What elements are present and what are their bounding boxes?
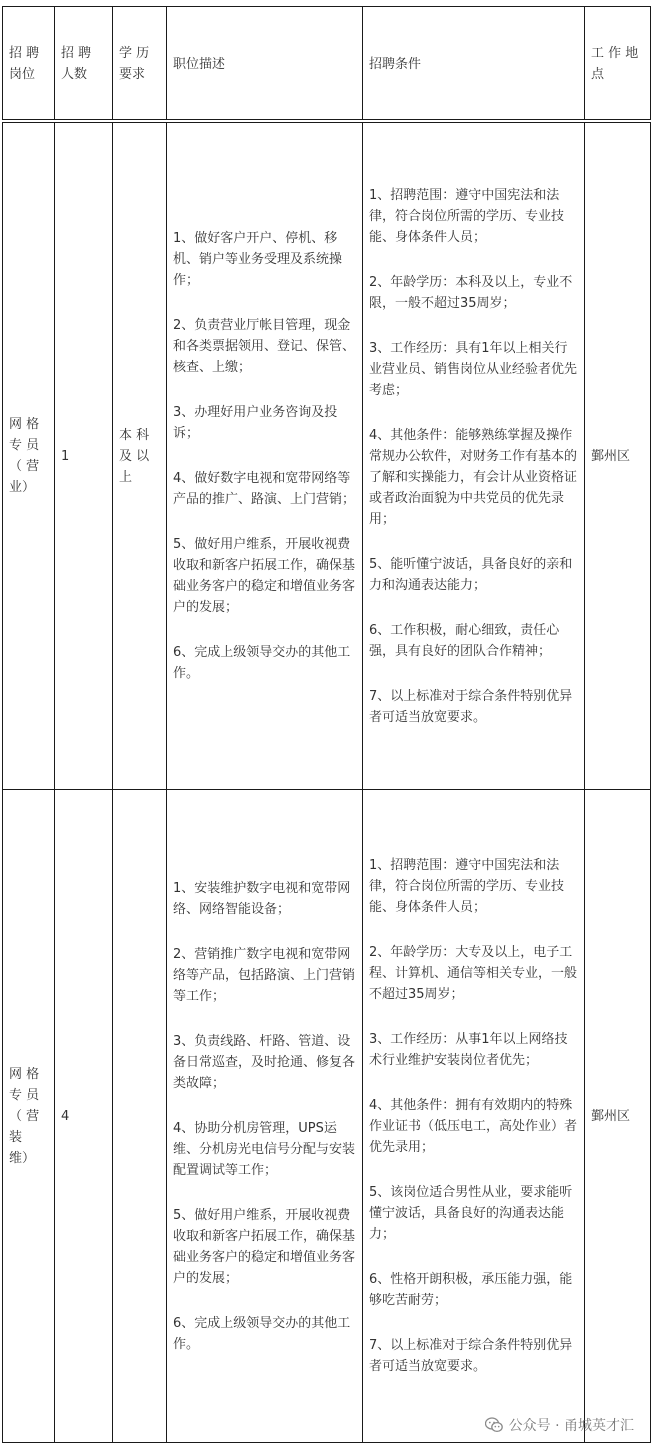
location-cell: 鄞州区 [585, 121, 651, 790]
requirement-item: 1、招聘范围：遵守中国宪法和法律，符合岗位所需的学历、专业技能、身体条件人员； [369, 858, 565, 915]
duty-item: 3、负责线路、杆路、管道、设备日常巡查，及时抢通、修复各类故障； [173, 1033, 356, 1091]
duty-item: 4、协助分机房管理，UPS运维、分机房光电信号分配与安装配置调试等工作； [173, 1120, 356, 1178]
requirement-item: 7、以上标准对于综合条件特别优异者可适当放宽要求。 [369, 688, 573, 725]
duty-item: 3、办理好用户业务咨询及投诉； [173, 405, 338, 441]
header-requirements: 招聘条件 [363, 7, 585, 122]
duty-item: 6、完成上级领导交办的其他工作。 [173, 1315, 351, 1352]
duty-item: 6、完成上级领导交办的其他工作。 [173, 645, 351, 681]
requirement-item: 2、年龄学历：大专及以上，电子工程、计算机、通信等相关专业，一般不超过35周岁； [369, 945, 578, 1002]
count-cell: 4 [55, 790, 113, 1443]
duty-item: 1、安装维护数字电视和宽带网络、网络智能设备； [173, 880, 351, 917]
table-row [3, 121, 651, 790]
requirement-item: 4、其他条件：拥有有效期内的特殊作业证书（低压电工，高处作业）者优先录用； [369, 1098, 578, 1155]
wechat-icon [485, 1417, 503, 1433]
table-row [3, 790, 651, 1443]
requirement-item: 2、年龄学历：本科及以上，专业不限，一般不超过35周岁； [369, 274, 573, 311]
requirement-item: 5、能听懂宁波话，具备良好的亲和力和沟通表达能力； [369, 556, 573, 593]
requirements-cell [363, 121, 585, 790]
duties-cell [167, 121, 363, 790]
duty-item: 5、做好用户维系，开展收视费收取和新客户拓展工作，确保基础业务客户的稳定和增值业务客户的发展； [173, 1207, 356, 1286]
requirements-cell [363, 790, 585, 1443]
header-position: 招 聘 岗位 [3, 7, 55, 122]
header-education: 学 历 要求 [113, 7, 167, 122]
header-location: 工 作 地 点 [585, 7, 651, 122]
requirement-item: 6、性格开朗积极，承压能力强，能够吃苦耐劳； [369, 1272, 573, 1308]
education-cell: 本 科 及 以 上 [113, 121, 167, 790]
requirement-item: 1、招聘范围：遵守中国宪法和法律，符合岗位所需的学历、专业技能、身体条件人员； [369, 187, 565, 245]
education-cell [113, 790, 167, 1443]
requirement-item: 4、其他条件：能够熟练掌握及操作常规办公软件，对财务工作有基本的了解和实操能力，有会计从业资格证或者政治面貌为中共党员的优先录用； [369, 427, 578, 527]
count-cell: 1 [55, 121, 113, 790]
requirement-item: 6、工作积极，耐心细致，责任心强，具有良好的团队合作精神； [369, 622, 560, 659]
position-cell: 网 格 专 员 （ 营 业） [3, 121, 55, 790]
header-count: 招 聘 人数 [55, 7, 113, 122]
requirement-item: 3、工作经历：具有1年以上相关行业营业员、销售岗位从业经验者优先考虑； [369, 340, 578, 398]
watermark [485, 1415, 634, 1435]
location-cell: 鄞州区 [585, 790, 651, 1443]
watermark-text: 公众号 · 甬城英才汇 [508, 1418, 634, 1434]
duties-cell [167, 790, 363, 1443]
recruitment-table [2, 6, 651, 1443]
duty-item: 2、营销推广数字电视和宽带网络等产品，包括路演、上门营销等工作； [173, 946, 356, 1004]
requirement-item: 5、该岗位适合男性从业，要求能听懂宁波话，具备良好的沟通表达能力； [369, 1185, 573, 1242]
requirement-item: 7、以上标准对于综合条件特别优异者可适当放宽要求。 [369, 1338, 573, 1374]
duty-item: 2、负责营业厅帐目管理，现金和各类票据领用、登记、保管、核查、上缴； [173, 318, 356, 375]
duty-item: 1、做好客户开户、停机、移机、销户等业务受理及系统操作； [173, 231, 343, 288]
duty-item: 4、做好数字电视和宽带网络等产品的推广、路演、上门营销； [173, 471, 356, 507]
position-cell: 网 格 专 员 （ 营 装 维） [3, 790, 55, 1443]
duty-item: 5、做好用户维系，开展收视费收取和新客户拓展工作，确保基础业务客户的稳定和增值业务客户的发展； [173, 537, 356, 615]
requirement-item: 3、工作经历：从事1年以上网络技术行业维护安装岗位者优先； [369, 1032, 568, 1068]
header-duties: 职位描述 [167, 7, 363, 122]
header-row [3, 7, 651, 122]
